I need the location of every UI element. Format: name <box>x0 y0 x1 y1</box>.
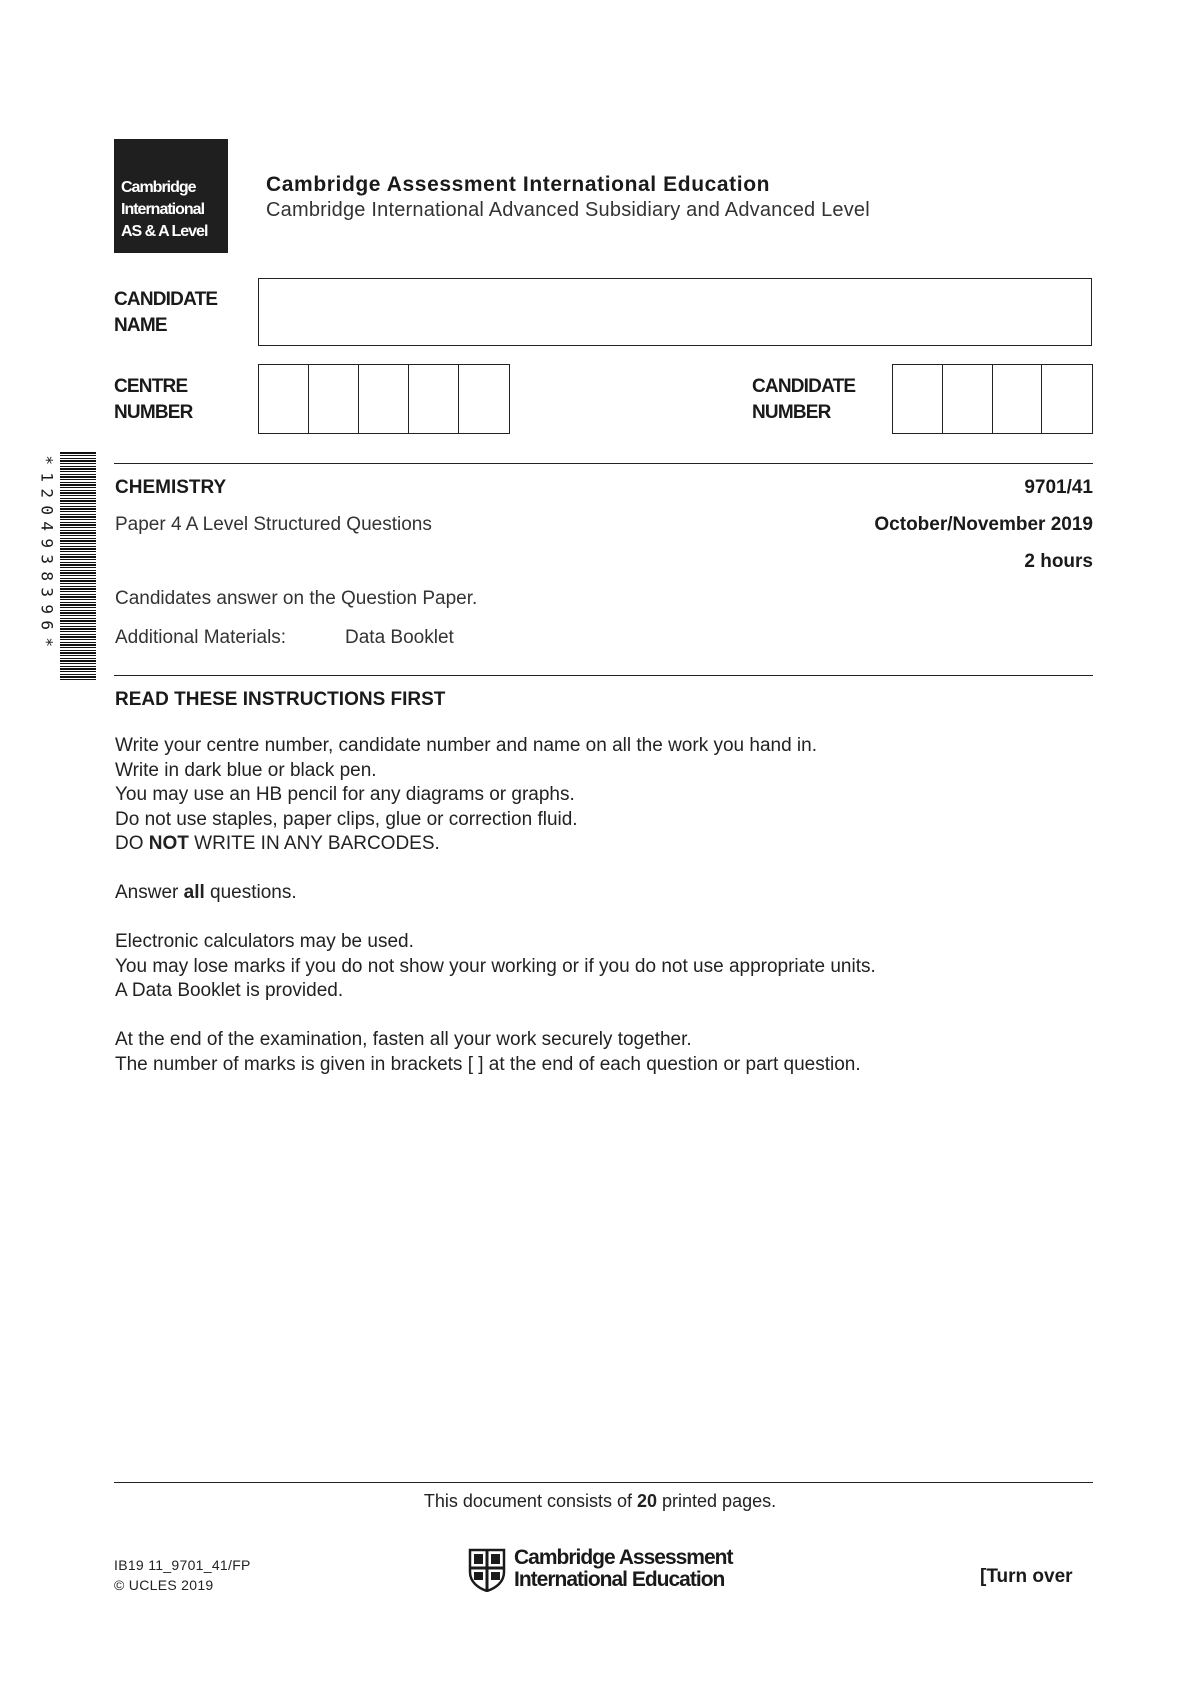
cambridge-assessment-logo <box>468 1546 748 1594</box>
divider-top <box>114 463 1093 464</box>
candidate-number-digit-box[interactable] <box>993 365 1043 433</box>
syllabus-code: 9701/41 <box>1024 477 1093 498</box>
candidate-number-label-line-2: NUMBER <box>752 402 831 423</box>
logo-line-3: AS & A Level <box>121 223 208 240</box>
instruction-line: You may lose marks if you do not show your working or if you do not use appropriate units. <box>115 955 876 977</box>
divider-footer <box>114 1482 1093 1483</box>
instruction-text: WRITE IN ANY BARCODES. <box>188 833 440 854</box>
barcode-digit: 1 <box>37 471 57 482</box>
instruction-emphasis: all <box>183 882 205 903</box>
page-count-text: printed pages. <box>657 1491 777 1511</box>
page-count-note <box>0 1491 1200 1512</box>
instruction-text: Answer <box>115 882 184 903</box>
centre-number-field[interactable] <box>258 364 510 434</box>
candidate-number-digit-box[interactable] <box>943 365 993 433</box>
turn-over-note: [Turn over <box>980 1566 1073 1587</box>
instruction-text: DO <box>115 833 149 854</box>
barcode-bars <box>60 452 96 682</box>
instructions-body <box>115 734 876 1077</box>
subject-title: CHEMISTRY <box>115 477 227 498</box>
candidate-number-digit-box[interactable] <box>1042 365 1092 433</box>
candidate-number-digit-box[interactable] <box>893 365 943 433</box>
exam-duration: 2 hours <box>1024 551 1093 572</box>
materials-label: Additional Materials: <box>115 627 287 648</box>
candidate-name-field[interactable] <box>258 278 1092 346</box>
logo-line-1: Cambridge <box>121 179 196 196</box>
instruction-line: Do not use staples, paper clips, glue or correction fluid. <box>115 808 578 830</box>
divider-middle <box>114 675 1093 676</box>
barcode-digit: 9 <box>37 603 57 614</box>
centre-number-digit-box[interactable] <box>459 365 509 433</box>
paper-title: Paper 4 A Level Structured Questions <box>115 514 432 535</box>
barcode-digit: 9 <box>37 537 57 548</box>
instruction-line: Write in dark blue or black pen. <box>115 759 377 781</box>
centre-number-digit-box[interactable] <box>409 365 459 433</box>
candidate-number-label-line-1: CANDIDATE <box>752 376 856 397</box>
barcode-digit: 6 <box>37 620 57 631</box>
instructions-heading: READ THESE INSTRUCTIONS FIRST <box>115 689 446 710</box>
instruction-line-answer <box>115 881 876 906</box>
cambridge-international-logo <box>114 139 228 253</box>
barcode-digit: * <box>37 636 57 647</box>
instruction-line: Write your centre number, candidate number and name on all the work you hand in. <box>115 735 817 756</box>
barcode-digit: 4 <box>37 521 57 532</box>
instruction-emphasis: NOT <box>148 833 189 854</box>
qualification-subtitle: Cambridge International Advanced Subsidiary and Advanced Level <box>266 199 870 221</box>
footer-logo-line-1: Cambridge Assessment <box>514 1546 733 1569</box>
centre-number-label <box>114 374 193 426</box>
organisation-title: Cambridge Assessment International Education <box>266 173 771 196</box>
centre-number-digit-box[interactable] <box>309 365 359 433</box>
shield-icon <box>468 1548 506 1592</box>
centre-number-label-line-1: CENTRE <box>114 376 188 397</box>
instruction-text: questions. <box>204 882 297 903</box>
copyright-notice: © UCLES 2019 <box>114 1577 214 1593</box>
barcode-digit: 8 <box>37 570 57 581</box>
barcode-digit: 3 <box>37 554 57 565</box>
candidate-number-field[interactable] <box>892 364 1093 434</box>
instruction-line: A Data Booklet is provided. <box>115 980 344 1001</box>
centre-number-label-line-2: NUMBER <box>114 402 193 423</box>
instruction-line: The number of marks is given in brackets [ ] at the end of each question or part question. <box>115 1053 861 1075</box>
candidate-name-label <box>114 287 217 339</box>
logo-line-2: International <box>121 201 205 218</box>
barcode-digit: 3 <box>37 587 57 598</box>
page-count-text: This document consists of <box>423 1491 637 1511</box>
exam-session: October/November 2019 <box>874 514 1093 535</box>
answer-note: Candidates answer on the Question Paper. <box>115 588 478 609</box>
barcode-digit: 0 <box>37 504 57 515</box>
candidate-number-label <box>752 374 855 426</box>
barcode-digit: 2 <box>37 488 57 499</box>
barcode-digits <box>36 452 56 650</box>
centre-number-digit-box[interactable] <box>359 365 409 433</box>
instruction-line: You may use an HB pencil for any diagrams or graphs. <box>115 784 575 805</box>
barcode-digit: * <box>37 455 57 466</box>
candidate-name-label-line-2: NAME <box>114 315 167 336</box>
footer-logo-line-2: International Education <box>514 1568 725 1591</box>
barcode <box>36 452 98 682</box>
instruction-line: Electronic calculators may be used. <box>115 931 414 952</box>
materials-value: Data Booklet <box>345 627 454 648</box>
document-reference: IB19 11_9701_41/FP <box>114 1557 251 1573</box>
centre-number-digit-box[interactable] <box>259 365 309 433</box>
candidate-name-label-line-1: CANDIDATE <box>114 289 218 310</box>
instruction-line: At the end of the examination, fasten all your work securely together. <box>115 1029 692 1050</box>
instruction-line-barcodes <box>115 832 876 857</box>
page-count-number: 20 <box>636 1491 658 1511</box>
